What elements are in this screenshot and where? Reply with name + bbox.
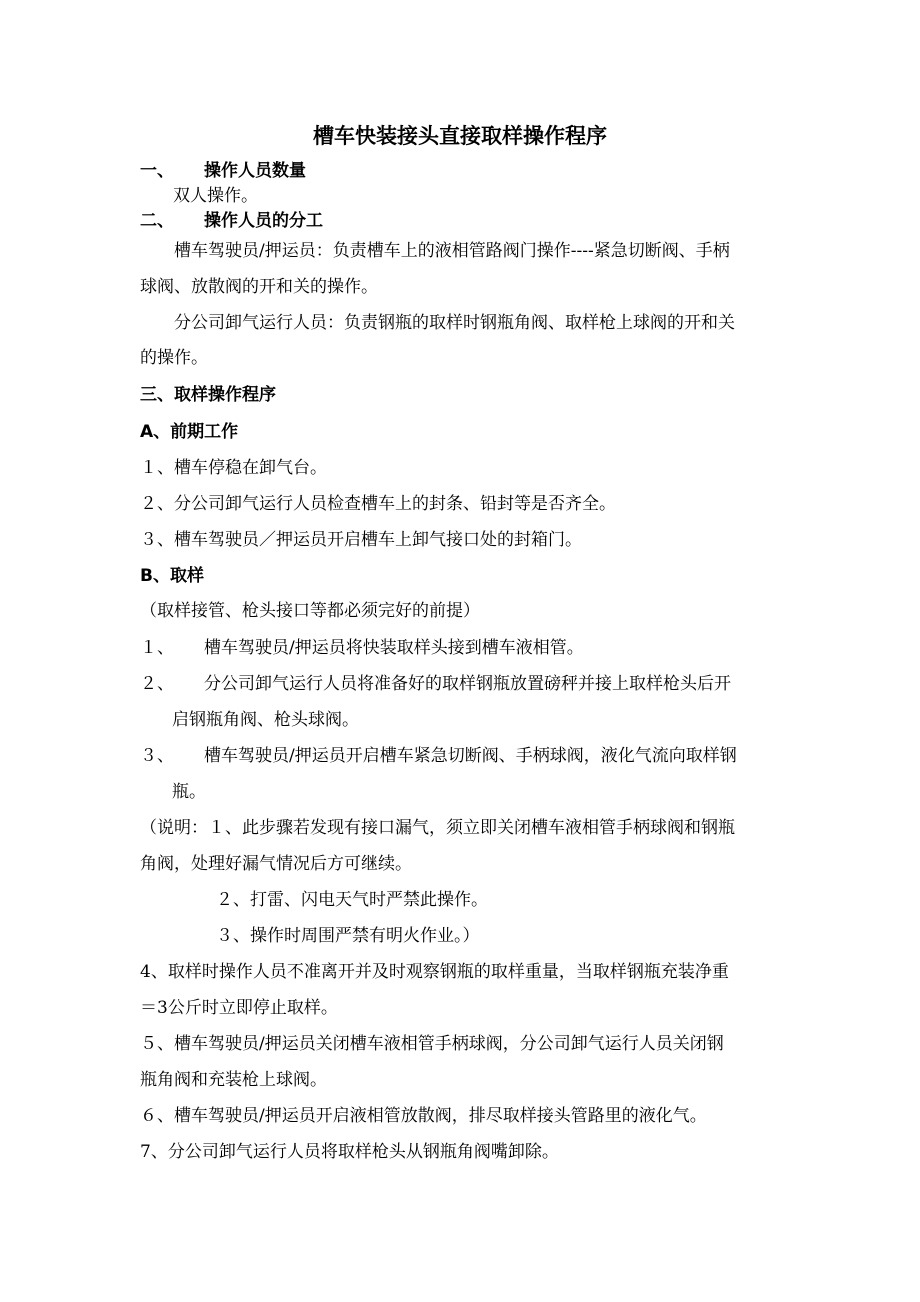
section2-para1-line2: 球阀、放散阀的开和关的操作。 bbox=[140, 277, 378, 297]
step3-number: ３、 bbox=[140, 746, 174, 766]
section2-heading: 操作人员的分工 bbox=[204, 211, 323, 231]
section2-para2-line2: 的操作。 bbox=[140, 348, 208, 368]
partA-item-2: ２、分公司卸气运行人员检查槽车上的封条、铅封等是否齐全。 bbox=[140, 494, 616, 514]
note-item2: ２、打雷、闪电天气时严禁此操作。 bbox=[216, 890, 488, 910]
document-title: 槽车快装接头直接取样操作程序 bbox=[313, 124, 607, 148]
section2-para2-line1: 分公司卸气运行人员：负责钢瓶的取样时钢瓶角阀、取样枪上球阀的开和关 bbox=[174, 313, 735, 333]
step3-line2: 瓶。 bbox=[172, 782, 206, 802]
step1-text: 槽车驾驶员/押运员将快装取样头接到槽车液相管。 bbox=[204, 638, 584, 658]
step3-line1: 槽车驾驶员/押运员开启槽车紧急切断阀、手柄球阀，液化气流向取样钢 bbox=[204, 746, 737, 766]
note-line2: 角阀，处理好漏气情况后方可继续。 bbox=[140, 854, 412, 874]
partA-item-1: １、槽车停稳在卸气台。 bbox=[140, 458, 327, 478]
step5-line1: ５、槽车驾驶员/押运员关闭槽车液相管手柄球阀，分公司卸气运行人员关闭钢 bbox=[140, 1034, 724, 1054]
step4-line1: 4、取样时操作人员不准离开并及时观察钢瓶的取样重量，当取样钢瓶充装净重 bbox=[140, 962, 729, 982]
step1-number: １、 bbox=[140, 638, 174, 658]
section2-para1-line1: 槽车驾驶员/押运员：负责槽车上的液相管路阀门操作----紧急切断阀、手柄 bbox=[174, 241, 730, 261]
partB-heading: B、取样 bbox=[140, 566, 204, 586]
step2-number: ２、 bbox=[140, 674, 174, 694]
step6: ６、槽车驾驶员/押运员开启液相管放散阀，排尽取样接头管路里的液化气。 bbox=[140, 1106, 707, 1126]
note-item3: ３、操作时周围严禁有明火作业。） bbox=[216, 926, 480, 946]
section3-heading: 三、取样操作程序 bbox=[140, 385, 276, 405]
section1-heading: 操作人员数量 bbox=[204, 161, 306, 181]
step2-line1: 分公司卸气运行人员将准备好的取样钢瓶放置磅秤并接上取样枪头后开 bbox=[204, 674, 731, 694]
step2-line2: 启钢瓶角阀、枪头球阀。 bbox=[172, 710, 359, 730]
section2-number: 二、 bbox=[140, 211, 174, 231]
partA-heading: A、前期工作 bbox=[140, 422, 239, 442]
partA-item-3: ３、槽车驾驶员／押运员开启槽车上卸气接口处的封箱门。 bbox=[140, 530, 582, 550]
section1-body: 双人操作。 bbox=[173, 186, 258, 206]
step5-line2: 瓶角阀和充装枪上球阀。 bbox=[140, 1070, 327, 1090]
step7: 7、分公司卸气运行人员将取样枪头从钢瓶角阀嘴卸除。 bbox=[140, 1142, 559, 1162]
section1-number: 一、 bbox=[140, 161, 174, 181]
partB-premise: （取样接管、枪头接口等都必须完好的前提） bbox=[140, 601, 480, 621]
note-line1: （说明：１、此步骤若发现有接口漏气，须立即关闭槽车液相管手柄球阀和钢瓶 bbox=[140, 818, 735, 838]
step4-line2: ＝3公斤时立即停止取样。 bbox=[140, 998, 338, 1018]
